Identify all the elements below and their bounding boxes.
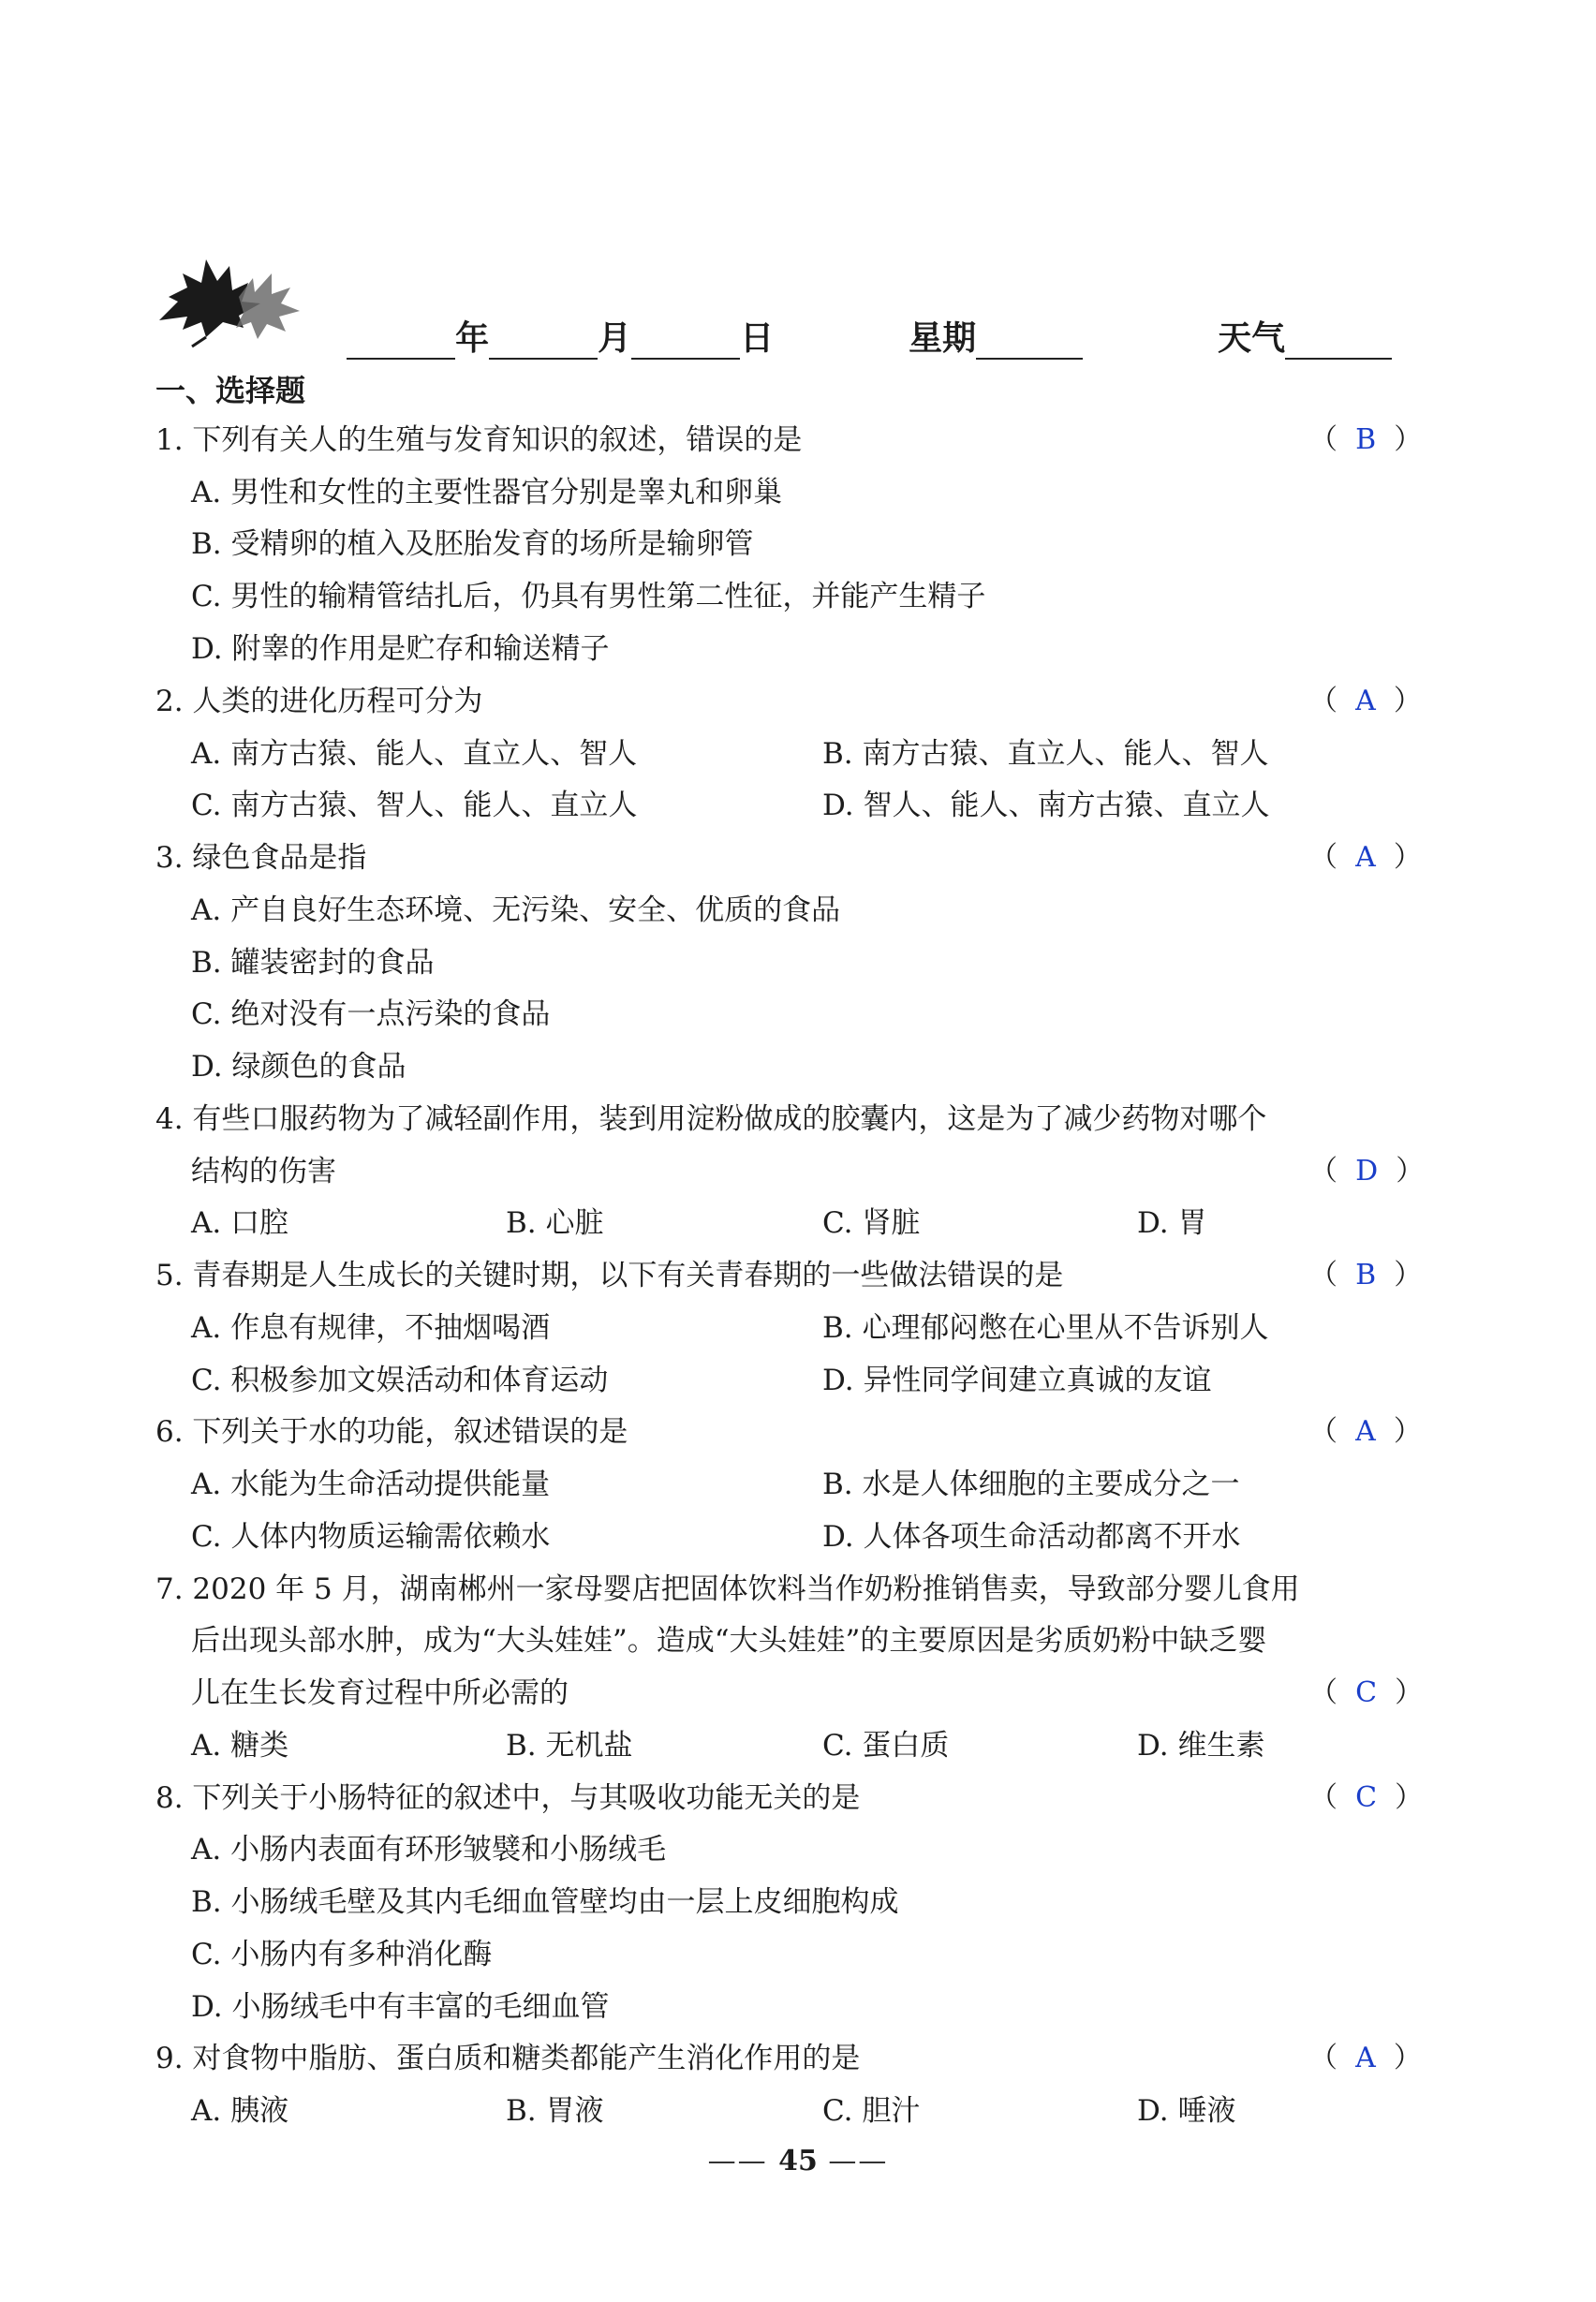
day-blank[interactable] (631, 326, 740, 360)
option: B. 受精卵的植入及胚胎发育的场所是输卵管 (191, 527, 754, 561)
month-label: 月 (598, 319, 632, 358)
option: A. 产自良好生态环境、无污染、安全、优质的食品 (191, 893, 841, 927)
option: B. 胃液 (506, 2094, 604, 2128)
answer-bracket: （ B ） (1309, 1259, 1423, 1291)
answer-letter: C (1355, 1676, 1378, 1709)
option: A. 南方古猿、能人、直立人、智人 (191, 737, 638, 771)
option: D. 胃 (1137, 1206, 1207, 1240)
option: A. 作息有规律，不抽烟喝酒 (191, 1311, 551, 1345)
option: C. 人体内物质运输需依赖水 (191, 1520, 551, 1554)
option: A. 男性和女性的主要性器官分别是睾丸和卵巢 (191, 476, 783, 509)
maple-leaf-icon (150, 245, 309, 348)
question-stem: 6. 下列关于水的功能，叙述错误的是 (155, 1415, 628, 1449)
answer-letter: D (1355, 1155, 1379, 1188)
question-stem-cont: 结构的伤害 (191, 1155, 336, 1188)
option: D. 智人、能人、南方古猿、直立人 (822, 789, 1270, 822)
option: B. 心脏 (506, 1206, 604, 1240)
option: C. 蛋白质 (822, 1729, 950, 1763)
question-stem-cont: 儿在生长发育过程中所必需的 (191, 1676, 569, 1710)
answer-letter: A (1355, 685, 1376, 717)
option: B. 水是人体细胞的主要成分之一 (822, 1468, 1240, 1501)
answer-letter: A (1355, 1415, 1376, 1448)
question-stem: 3. 绿色食品是指 (155, 841, 367, 875)
page-number (0, 2145, 1596, 2177)
question-stem: 8. 下列关于小肠特征的叙述中，与其吸收功能无关的是 (155, 1781, 861, 1815)
answer-bracket: （ D ） (1309, 1155, 1425, 1188)
option: C. 积极参加文娱活动和体育运动 (191, 1364, 609, 1397)
option: B. 罐装密封的食品 (191, 946, 435, 980)
page-number-value: 45 (778, 2145, 818, 2177)
option: A. 胰液 (191, 2094, 289, 2128)
question-stem: 5. 青春期是人生成长的关键时期，以下有关青春期的一些做法错误的是 (155, 1259, 1064, 1292)
option: C. 肾脏 (822, 1206, 921, 1240)
year-blank[interactable] (347, 326, 455, 360)
option: A. 口腔 (191, 1206, 289, 1240)
option: D. 唾液 (1137, 2094, 1236, 2128)
answer-letter: C (1355, 1781, 1378, 1814)
weather-blank[interactable] (1285, 326, 1392, 360)
option: D. 维生素 (1137, 1729, 1265, 1763)
option: B. 小肠绒毛壁及其内毛细血管壁均由一层上皮细胞构成 (191, 1885, 899, 1919)
answer-bracket: （ C ） (1309, 1676, 1424, 1709)
option: B. 无机盐 (506, 1729, 633, 1763)
option: A. 水能为生命活动提供能量 (191, 1468, 551, 1501)
date-header (150, 245, 1367, 358)
option: C. 胆汁 (822, 2094, 921, 2128)
page-dash-right: —— (817, 2145, 889, 2177)
answer-bracket: （ A ） (1309, 841, 1422, 874)
option: A. 小肠内表面有环形皱襞和小肠绒毛 (191, 1833, 667, 1867)
weekday-label: 星期 (909, 319, 977, 358)
option: A. 糖类 (191, 1729, 289, 1763)
option: C. 男性的输精管结扎后，仍具有男性第二性征，并能产生精子 (191, 580, 986, 613)
answer-letter: B (1355, 1259, 1377, 1291)
option: D. 小肠绒毛中有丰富的毛细血管 (191, 1990, 610, 2024)
answer-bracket: （ A ） (1309, 1415, 1422, 1448)
section-title: 一、选择题 (155, 373, 306, 408)
question-stem-cont: 后出现头部水肿，成为“大头娃娃”。造成“大头娃娃”的主要原因是劣质奶粉中缺乏婴 (191, 1624, 1267, 1658)
page-dash-left: —— (707, 2145, 779, 2177)
option: B. 心理郁闷憋在心里从不告诉别人 (822, 1311, 1269, 1345)
month-blank[interactable] (489, 326, 598, 360)
answer-letter: B (1355, 423, 1377, 456)
option: D. 附睾的作用是贮存和输送精子 (191, 632, 610, 666)
question-stem: 9. 对食物中脂肪、蛋白质和糖类都能产生消化作用的是 (155, 2042, 861, 2075)
option: B. 南方古猿、直立人、能人、智人 (822, 737, 1269, 771)
answer-bracket: （ A ） (1309, 2042, 1422, 2074)
year-label: 年 (455, 319, 490, 358)
weather-label: 天气 (1218, 319, 1286, 358)
answer-bracket: （ C ） (1309, 1781, 1424, 1814)
option: C. 小肠内有多种消化酶 (191, 1938, 493, 1971)
day-label: 日 (740, 319, 775, 358)
option: C. 南方古猿、智人、能人、直立人 (191, 789, 638, 822)
question-stem: 2. 人类的进化历程可分为 (155, 685, 483, 718)
option: C. 绝对没有一点污染的食品 (191, 997, 551, 1031)
answer-letter: A (1355, 841, 1376, 874)
answer-bracket: （ B ） (1309, 423, 1423, 456)
question-stem: 1. 下列有关人的生殖与发育知识的叙述，错误的是 (155, 423, 803, 457)
weekday-blank[interactable] (976, 326, 1083, 360)
answer-letter: A (1355, 2042, 1376, 2074)
answer-bracket: （ A ） (1309, 685, 1422, 717)
option: D. 异性同学间建立真诚的友谊 (822, 1364, 1212, 1397)
question-stem: 4. 有些口服药物为了减轻副作用，装到用淀粉做成的胶囊内，这是为了减少药物对哪个 (155, 1102, 1267, 1136)
option: D. 绿颜色的食品 (191, 1050, 406, 1084)
option: D. 人体各项生命活动都离不开水 (822, 1520, 1241, 1554)
question-stem: 7. 2020 年 5 月，湖南郴州一家母婴店把固体饮料当作奶粉推销售卖，导致部分婴儿食用 (155, 1572, 1300, 1606)
